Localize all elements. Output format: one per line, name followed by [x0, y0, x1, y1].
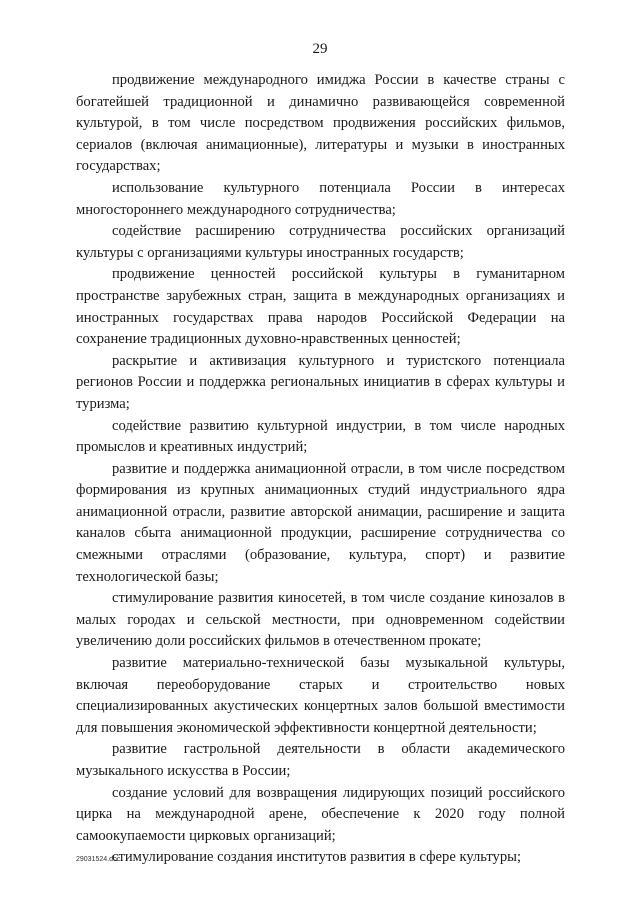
- paragraph: содействие расширению сотрудничества российских организаций культуры с организациями культуры иностранных государств;: [76, 223, 565, 261]
- paragraph: создание условий для возвращения лидирующих позиций российского цирка на международной арене, обеспечение к 2020 году полной самоокупаемости цирковых организаций;: [76, 784, 565, 844]
- page-number: 29: [312, 41, 328, 57]
- paragraph: стимулирование развития киносетей, в том числе создание кинозалов в малых городах и сельской местности, при одновременном содействии увеличению доли российских фильмов в отечественном прокате;: [76, 590, 565, 650]
- paragraph: содействие развитию культурной индустрии, в том числе народных промыслов и креативных индустрий;: [76, 417, 565, 456]
- paragraph: стимулирование создания институтов развития в сфере культуры;: [112, 849, 522, 866]
- document-body: [76, 70, 565, 869]
- paragraph: продвижение ценностей российской культуры в гуманитарном пространстве зарубежных стран, защита в международных организациях и иностранных государствах права народов Российской Федерации на сохранение традиционных духовно-нравственных ценностей;: [76, 266, 565, 348]
- paragraph: использование культурного потенциала России в интересах многостороннего международного сотрудничества;: [76, 179, 565, 218]
- paragraph: развитие и поддержка анимационной отрасли, в том числе посредством формирования из крупных анимационных студий индустриального ядра анимационной отрасли, развитие авторской анимации, расширение и защита каналов сбыта анимационной продукции, расширение сотрудничества со смежными отраслями (образование, культура, спорт) и развитие технологической базы;: [76, 460, 565, 585]
- paragraph: развитие гастрольной деятельности в области академического музыкального искусства в России;: [76, 741, 565, 779]
- paragraph: развитие материально-технической базы музыкальной культуры, включая переоборудование старых и строительство новых специализированных акустических концертных залов большой вместимости для повышения экономической эффективности концертной деятельности;: [76, 655, 565, 736]
- footer-filename: 29031524.doc: [76, 856, 121, 863]
- paragraph: продвижение международного имиджа России в качестве страны с богатейшей традиционной и динамично развивающейся современной культурой, в том числе посредством продвижения российских фильмов, сериалов (включая анимационные), литературы и музыки в иностранных государствах;: [76, 72, 565, 175]
- paragraph: раскрытие и активизация культурного и туристского потенциала регионов России и поддержка региональных инициатив в сферах культуры и туризма;: [76, 352, 565, 412]
